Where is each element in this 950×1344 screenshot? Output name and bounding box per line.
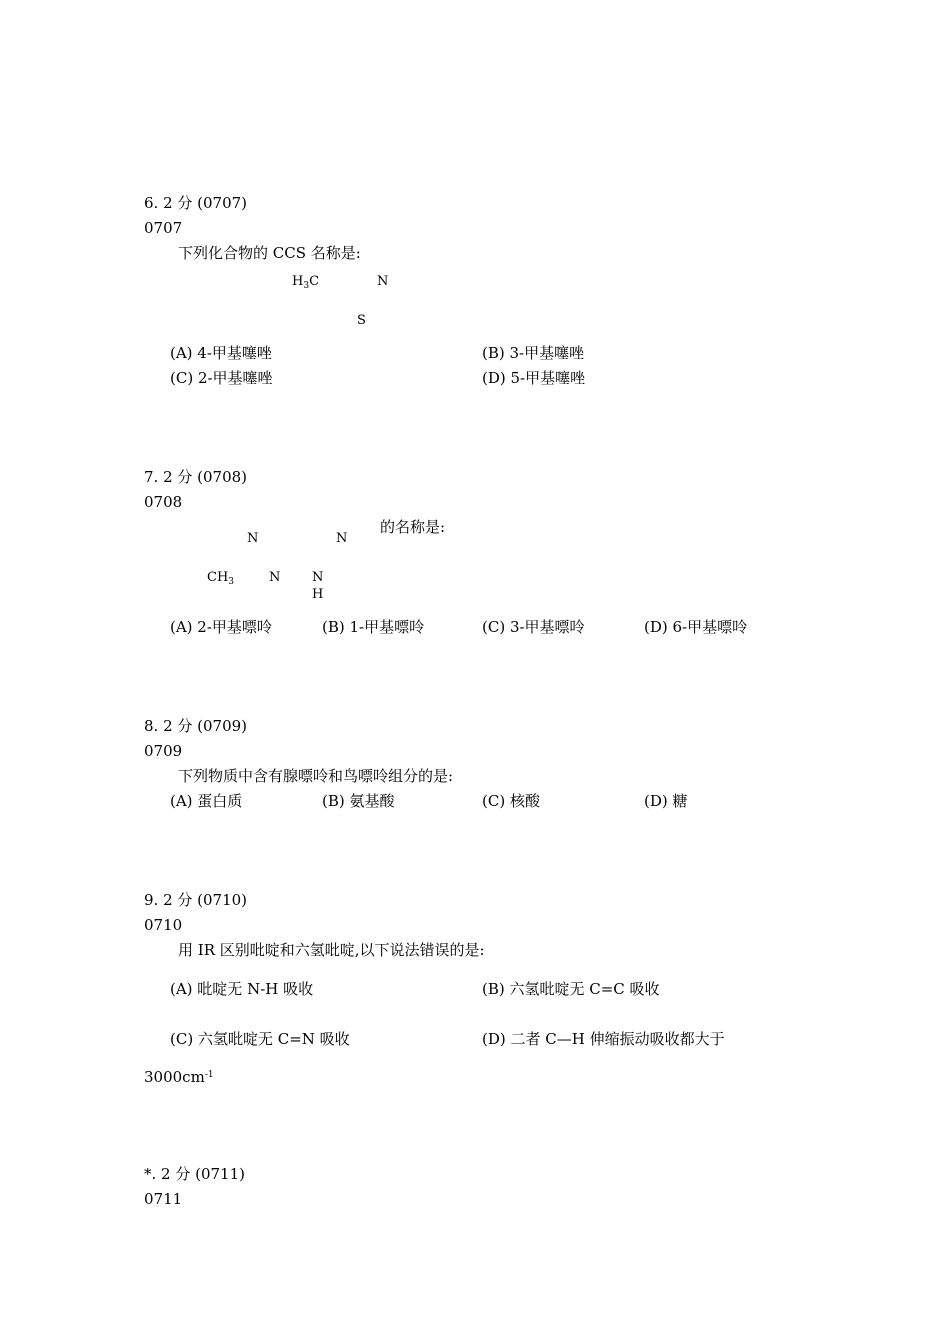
question-9-prompt: 用 IR 区别吡啶和六氢吡啶,以下说法错误的是: bbox=[178, 941, 485, 959]
question-8-option-c[interactable]: (C) 核酸 bbox=[482, 792, 540, 810]
question-star-header: *. 2 分 (0711) bbox=[144, 1165, 245, 1183]
question-8-option-d[interactable]: (D) 糖 bbox=[644, 792, 688, 810]
question-9-option-d[interactable]: (D) 二者 C—H 伸缩振动吸收都大于 bbox=[482, 1030, 725, 1048]
question-8-option-a[interactable]: (A) 蛋白质 bbox=[170, 792, 243, 810]
question-8-option-b[interactable]: (B) 氨基酸 bbox=[322, 792, 395, 810]
structure-ch3-label: $CH_3$ bbox=[207, 570, 235, 587]
structure-n-label: N bbox=[377, 274, 389, 289]
question-8-code: 0709 bbox=[144, 742, 183, 760]
question-6-option-b[interactable]: (B) 3-甲基噻唑 bbox=[482, 344, 585, 362]
question-9-option-c[interactable]: (C) 六氢吡啶无 C=N 吸收 bbox=[170, 1030, 350, 1048]
structure-s-label: S bbox=[357, 313, 366, 328]
question-9-option-b[interactable]: (B) 六氢吡啶无 C=C 吸收 bbox=[482, 980, 660, 998]
structure-h-label: H bbox=[312, 587, 324, 602]
question-6-prompt: 下列化合物的 CCS 名称是: bbox=[178, 244, 361, 262]
structure-n2-label: N bbox=[336, 531, 348, 546]
question-9-continuation: $3000cm^{-1}$ bbox=[144, 1068, 214, 1086]
structure-n4-label: N bbox=[312, 570, 324, 585]
question-9-header: 9. 2 分 (0710) bbox=[144, 891, 248, 909]
question-7-option-a[interactable]: (A) 2-甲基嘌呤 bbox=[170, 618, 272, 636]
question-7-option-b[interactable]: (B) 1-甲基嘌呤 bbox=[322, 618, 425, 636]
question-6-header: 6. 2 分 (0707) bbox=[144, 194, 248, 212]
question-6-option-a[interactable]: (A) 4-甲基噻唑 bbox=[170, 344, 272, 362]
question-8-header: 8. 2 分 (0709) bbox=[144, 717, 248, 735]
question-6-option-d[interactable]: (D) 5-甲基噻唑 bbox=[482, 369, 586, 387]
structure-h3c-label: $H_3C$ bbox=[292, 274, 320, 291]
question-6-code: 0707 bbox=[144, 219, 183, 237]
question-7-header: 7. 2 分 (0708) bbox=[144, 468, 248, 486]
question-6-option-c[interactable]: (C) 2-甲基噻唑 bbox=[170, 369, 273, 387]
structure-n3-label: N bbox=[269, 570, 281, 585]
question-7-code: 0708 bbox=[144, 493, 183, 511]
question-7-option-c[interactable]: (C) 3-甲基嘌呤 bbox=[482, 618, 585, 636]
structure-n1-label: N bbox=[247, 531, 259, 546]
question-7-option-d[interactable]: (D) 6-甲基嘌呤 bbox=[644, 618, 748, 636]
question-8-prompt: 下列物质中含有腺嘌呤和鸟嘌呤组分的是: bbox=[178, 767, 454, 785]
question-star-code: 0711 bbox=[144, 1190, 183, 1208]
question-9-option-a[interactable]: (A) 吡啶无 N-H 吸收 bbox=[170, 980, 314, 998]
question-9-code: 0710 bbox=[144, 916, 183, 934]
question-7-prompt: 的名称是: bbox=[380, 518, 446, 536]
